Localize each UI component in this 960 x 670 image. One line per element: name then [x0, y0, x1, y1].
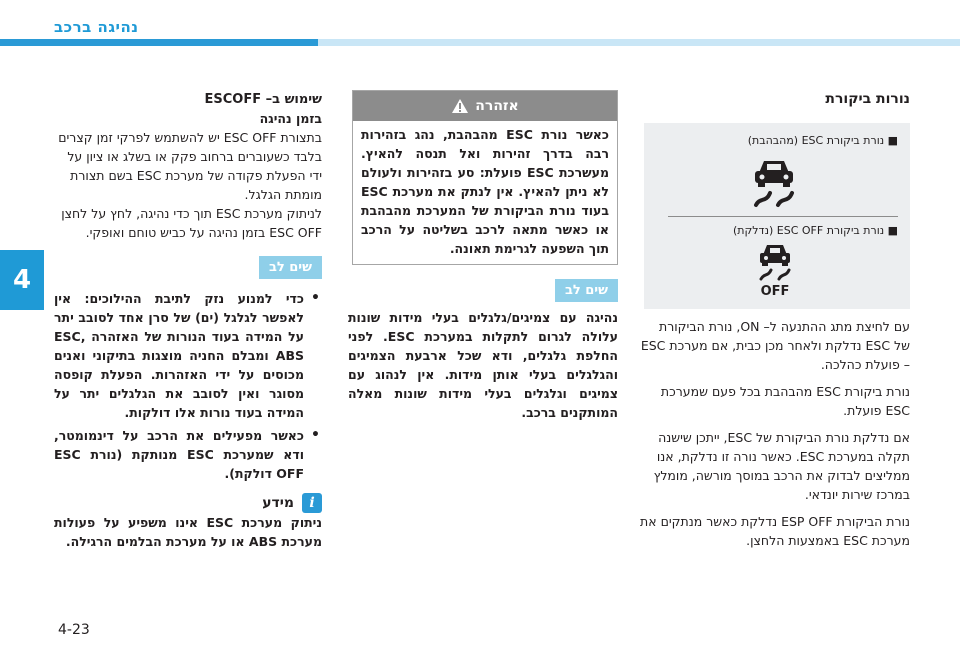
left-column [54, 90, 322, 551]
caption-esc-off: ■ נורת ביקורת ESC OFF (נדלקת) [732, 224, 898, 237]
right-para-1: עם לחיצת מתג ההתנעה ל– ON, נורת הביקורת של ESC נדלקת ולאחר מכן כבית, אם מערכת ESC – פועלת כהלכה. [640, 319, 910, 372]
indicator-lights-heading: נורות ביקורת [825, 91, 910, 107]
indicator-image-panel [644, 123, 910, 309]
info-text: ניתוק מערכת ESC אינו משפיע על פעולות מערכת ABS או על מערכת הבלמים הרגילה. [54, 515, 322, 549]
esc-off-icon-text: OFF [760, 284, 790, 297]
warning-box [352, 90, 618, 265]
header-rule-accent [0, 39, 318, 46]
right-para-4: נורת הביקורת ESP OFF נדלקת כאשר מנתקים את מערכת ESC באמצעות הלחצן. [640, 514, 910, 548]
header-title: נהיגה ברכב [54, 18, 139, 36]
middle-note-tab: שים לב [555, 279, 618, 302]
warning-text: כאשר נורת ESC מהבהבת, נהג בזהירות רבה בדרך זהירות ואל תנסה להאיץ. מעשרכת ESC פועלת: סע בזהירות ולעולם לא ניתן להאיץ. אין לנתק את מערכת ESC בעוד נורת הביקורת של המערכת מהבהבת או כאשר מתאה לרכב בשליטה על הרכב תוך השפעה לגרימת תאונה. [361, 127, 609, 256]
warning-triangle-icon [451, 98, 469, 114]
note-bullets [54, 289, 322, 483]
middle-column [348, 90, 618, 422]
left-note-tab: שים לב [259, 256, 322, 279]
page-number: 4-23 [58, 622, 90, 638]
right-para-3: אם נדלקת נורת הביקורת של ESC, ייתכן שישנה תקלה במערכת ESC. כאשר נורה זו נדלקת, אנו ממליצים לבדוק את הרכב במוסך מורשה, מומלץ במרכז שירות יונדאי. [653, 430, 910, 502]
esc-off-heading: שימוש ב– ESCOFF [204, 92, 322, 107]
left-para-1: בתצורת ESC OFF יש להשתמש לפרקי זמן קצרים בלבד כשעוברים ברחוב פקק או בשלג או ציון על ידי הפעלת פקודה של מערכת ESC בשם תצורת מומתת הגלגל. [58, 130, 322, 202]
info-title: מידע [262, 494, 294, 511]
info-header [54, 493, 322, 513]
note-bullet-1: • כדי למנוע נזק לתיבת ההילוכים: אין לאפשר לגלגל (ים) של סרן אחד לסובב יתר על המידה בעוד הנורות של האזהרה ESC, ABS ומבלם החניה מוצגות בתיקוני ואנים מכוסים על ידי האזהרות. הפעלת קופסה מסוגר ואין לסובב את הגלגלים יתר על המידה בעוד נורות אלו דולקות. [54, 289, 322, 422]
esc-active-icon [744, 151, 804, 211]
caption-esc-flashing: ■ נורת ביקורת ESC (מהבהבת) [747, 134, 898, 147]
panel-divider [668, 216, 898, 217]
warning-header [353, 91, 617, 121]
while-driving-subheading: בזמן נהיגה [259, 111, 322, 126]
chapter-tab: 4 [0, 250, 44, 310]
info-icon: i [302, 493, 322, 513]
note-bullet-2: • כאשר מפעילים את הרכב על דינמומטר, ודא שמערכת ESC מנותקת (נורת ESC OFF דולקת). [54, 426, 322, 483]
right-column [640, 90, 910, 550]
right-para-2: נורת ביקורת ESC מהבהבת בכל פעם שמערכת ESC פועלת. [660, 384, 910, 418]
warning-title: אזהרה [475, 97, 519, 114]
middle-note-text: נהיגה עם צמיגים/גלגלים בעלי מידות שונות עלולה לגרום לתקלות במערכת ESC. לפני החלפת גלגלים, ודא שכל ארבעת הצמיגים והגלגלים בעלי אותן מידות. אין לנהוג עם צמיגים וגלגלים בעלי מידות שונות מאלה המותקנים ברכב. [348, 310, 618, 420]
left-para-2: לניתוק מערכת ESC תוך כדי נהיגה, לחץ על לחצן ESC OFF בזמן נהיגה על כביש טוחם ואופקי. [61, 206, 322, 240]
esc-off-icon [752, 241, 798, 297]
